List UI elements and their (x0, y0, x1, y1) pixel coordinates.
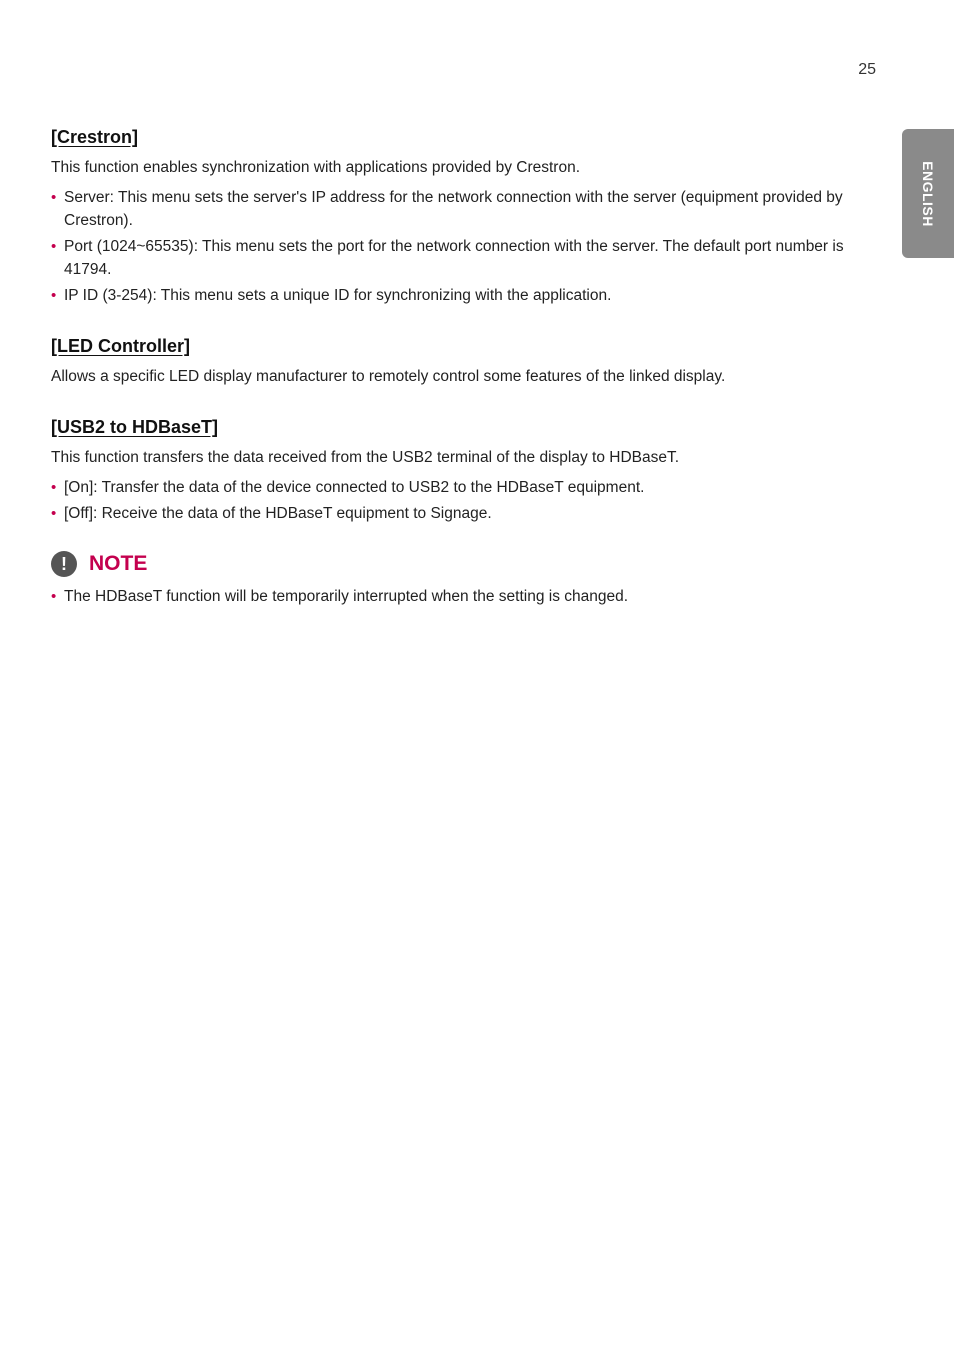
bullet-list (51, 476, 873, 525)
list-item (51, 235, 873, 281)
language-tab-label: ENGLISH (920, 160, 937, 227)
section-description: Allows a specific LED display manufacturer to remotely control some features of the linked display. (51, 368, 726, 385)
list-item-text: IP ID (3-254): This menu sets a unique ID for synchronizing with the application. (64, 287, 612, 304)
list-item-text: The HDBaseT function will be temporarily interrupted when the setting is changed. (64, 588, 629, 605)
list-item (51, 186, 873, 232)
bullet-icon: • (51, 505, 57, 522)
section-led-controller (51, 333, 873, 388)
list-item-text: Port (1024~65535): This menu sets the port for the network connection with the server. The default port number is 41794. (64, 238, 844, 278)
list-item-text: [On]: Transfer the data of the device connected to USB2 to the HDBaseT equipment. (64, 479, 645, 496)
list-item (51, 502, 873, 525)
bullet-icon: • (51, 479, 57, 496)
document-body (51, 124, 873, 611)
bullet-list (51, 186, 873, 307)
section-title: [LED Controller] (51, 336, 190, 356)
section-description: This function transfers the data received from the USB2 terminal of the display to HDBaseT. (51, 449, 680, 466)
bullet-icon: • (51, 588, 57, 605)
note-header (51, 551, 873, 577)
note-box (51, 551, 873, 608)
language-tab (902, 129, 954, 258)
bullet-icon: • (51, 287, 57, 304)
section-description: This function enables synchronization with applications provided by Crestron. (51, 159, 581, 176)
section-usb2-to-hdbaset (51, 414, 873, 525)
bullet-icon: • (51, 189, 57, 206)
list-item (51, 585, 873, 608)
bullet-icon: • (51, 238, 57, 255)
list-item (51, 284, 873, 307)
section-title: [USB2 to HDBaseT] (51, 417, 219, 437)
note-bullet-list (51, 585, 873, 608)
note-label: NOTE (89, 552, 148, 575)
page-number: 25 (858, 61, 876, 78)
list-item-text: Server: This menu sets the server's IP address for the network connection with the server (equipment provided by Crestron). (64, 189, 843, 229)
section-crestron (51, 124, 873, 307)
exclamation-icon: ! (51, 551, 77, 577)
list-item (51, 476, 873, 499)
section-title: [Crestron] (51, 127, 139, 147)
list-item-text: [Off]: Receive the data of the HDBaseT equipment to Signage. (64, 505, 492, 522)
